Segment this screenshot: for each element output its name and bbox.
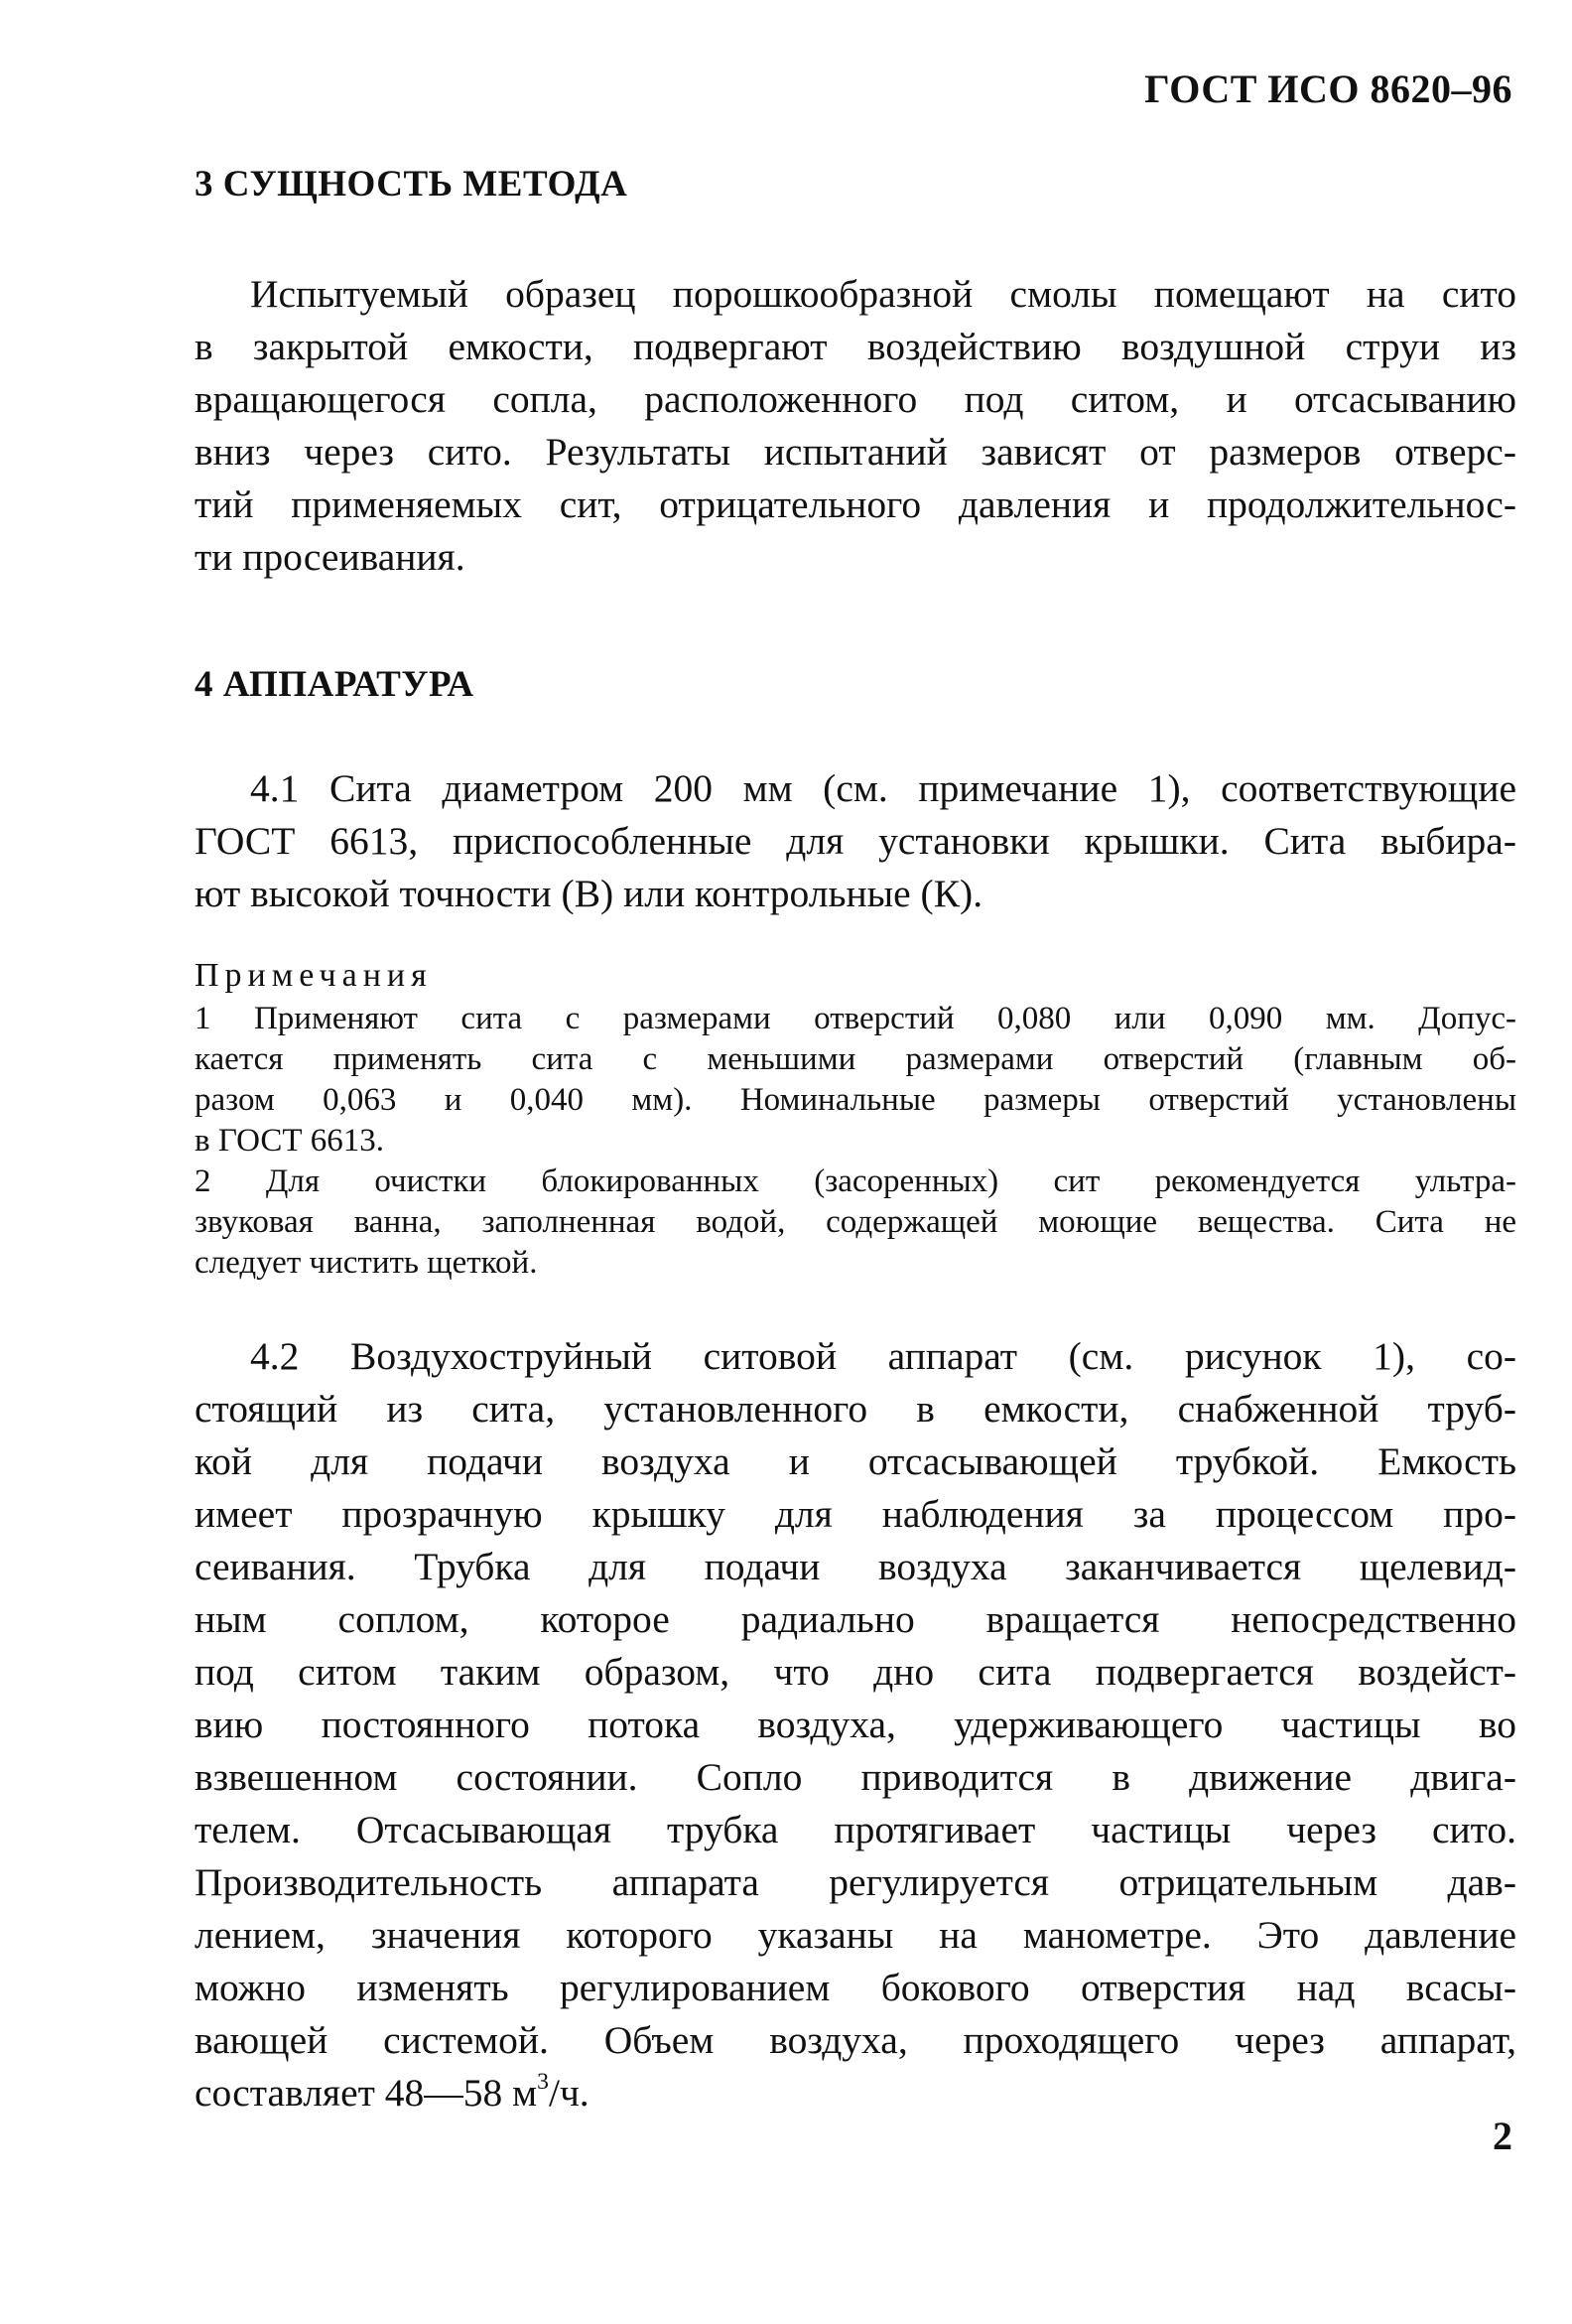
note-line: звуковая ванна, заполненная водой, содержащей моющие вещества. Сита не	[195, 1204, 1516, 1240]
paragraph-line: вию постоянного потока воздуха, удерживающего частицы во	[195, 1703, 1516, 1746]
paragraph-line: стоящий из сита, установленного в емкости, снабженной труб-	[195, 1387, 1516, 1431]
paragraph-line: имеет прозрачную крышку для наблюдения за процессом про-	[195, 1492, 1516, 1536]
volume-text: составляет 48—58 м	[195, 2071, 538, 2115]
note-line: в ГОСТ 6613.	[195, 1123, 384, 1159]
section-3-heading: 3 СУЩНОСТЬ МЕТОДА	[195, 164, 628, 205]
volume-unit: /ч.	[548, 2071, 590, 2115]
paragraph-4-1	[195, 762, 1516, 920]
note-line: 1 Применяют сита с размерами отверстий 0,080 или 0,090 мм. Допус-	[195, 1001, 1516, 1036]
paragraph-line: ют высокой точности (В) или контрольные (К).	[195, 872, 983, 915]
paragraph-line: Производительность аппарата регулируется отрицательным дав-	[195, 1860, 1516, 1904]
paragraph-line: в закрытой емкости, подвергают воздействию воздушной струи из	[195, 325, 1516, 368]
paragraph-line: сеивания. Трубка для подачи воздуха заканчивается щелевид-	[195, 1545, 1516, 1588]
document-header: ГОСТ ИСО 8620–96	[1144, 67, 1512, 111]
cubic-superscript: 3	[537, 2069, 549, 2096]
paragraph-line: телем. Отсасывающая трубка протягивает частицы через сито.	[195, 1808, 1516, 1851]
note-line: 2 Для очистки блокированных (засоренных) сит рекомендуется ультра-	[195, 1163, 1516, 1199]
paragraph-line: вращающегося сопла, расположенного под ситом, и отсасыванию	[195, 377, 1516, 421]
note-line: кается применять сита с меньшими размерами отверстий (главным об-	[195, 1041, 1516, 1077]
section-3-paragraph	[195, 268, 1516, 584]
paragraph-line: кой для подачи воздуха и отсасывающей трубкой. Емкость	[195, 1439, 1516, 1483]
note-line: следует чистить щеткой.	[195, 1245, 538, 1281]
paragraph-line: 4.2 Воздухоструйный ситовой аппарат (см. рисунок 1), со-	[250, 1334, 1516, 1378]
paragraph-line: ным соплом, которое радиально вращается непосредственно	[195, 1597, 1516, 1641]
paragraph-last-line	[195, 2067, 1516, 2119]
paragraph-line: можно изменять регулированием бокового отверстия над всасы-	[195, 1966, 1516, 2009]
paragraph-line: ти просеивания.	[195, 535, 465, 579]
paragraph-line: тий применяемых сит, отрицательного давления и продолжительнос-	[195, 482, 1516, 526]
paragraph-line: взвешенном состоянии. Сопло приводится в движение двига-	[195, 1755, 1516, 1799]
paragraph-4-2	[195, 1330, 1516, 2119]
note-2	[195, 1162, 1516, 1284]
paragraph-line: вниз через сито. Результаты испытаний зависят от размеров отверс-	[195, 430, 1516, 474]
paragraph-line: ГОСТ 6613, приспособленные для установки крышки. Сита выбира-	[195, 819, 1516, 863]
note-1	[195, 999, 1516, 1162]
page-number: 2	[1493, 2114, 1512, 2158]
paragraph-line: лением, значения которого указаны на манометре. Это давление	[195, 1913, 1516, 1957]
notes-title: Примечания	[195, 957, 433, 994]
paragraph-line: Испытуемый образец порошкообразной смолы помещают на сито	[250, 272, 1516, 316]
note-line: разом 0,063 и 0,040 мм). Номинальные размеры отверстий установлены	[195, 1082, 1516, 1118]
paragraph-line: под ситом таким образом, что дно сита подвергается воздейст-	[195, 1650, 1516, 1694]
paragraph-line: 4.1 Сита диаметром 200 мм (см. примечание 1), соответствующие	[250, 766, 1516, 810]
section-4-heading: 4 АППАРАТУРА	[195, 664, 474, 705]
paragraph-line: вающей системой. Объем воздуха, проходящего через аппарат,	[195, 2018, 1516, 2062]
